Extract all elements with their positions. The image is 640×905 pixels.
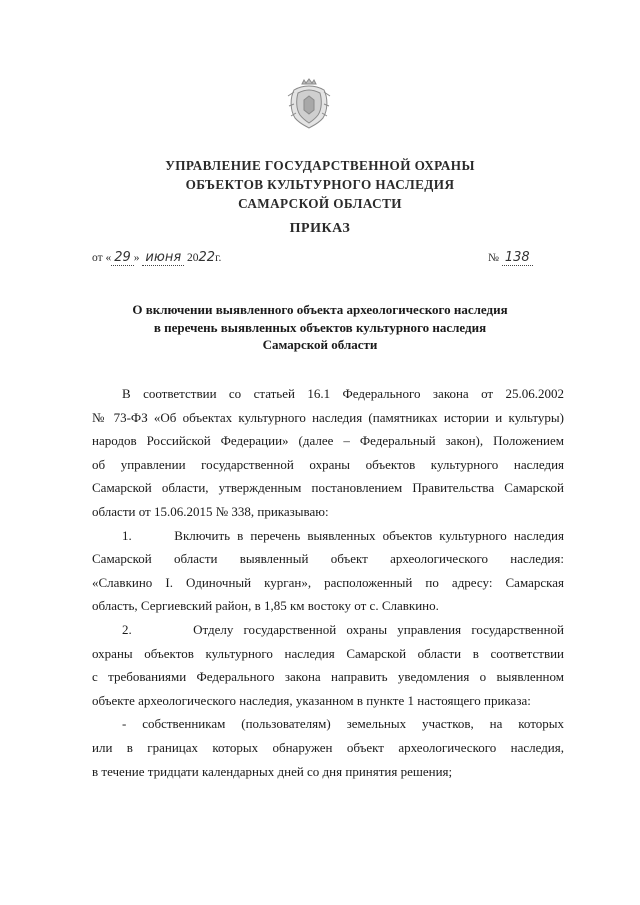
text-line: объекте археологического наследия, указанном в пункте 1 настоящего приказа: [92,692,531,708]
date-year-prefix: 20 [187,252,199,264]
text-line: В соответствии со статьей 16.1 Федерального закона от 25.06.2002 [122,386,564,401]
subject-line-1: О включении выявленного объекта археологического наследия [132,302,508,317]
date-year-end: г. [215,252,222,264]
text-line: область, Сергиевский район, в 1,85 км востоку от с. Славкино. [92,598,439,614]
organization-name [0,156,640,213]
date-day-close: » [133,252,140,264]
text-line: «Славкино I. Одиночный курган», расположенный по адресу: Самарская [92,574,564,590]
text-line: - собственникам (пользователям) земельных участков, на которых [122,716,564,732]
document-type-title: ПРИКАЗ [289,221,351,236]
order-body [92,382,564,783]
bullet-1-paragraph [92,712,564,783]
item-2-paragraph [92,618,564,712]
date-prefix: от « [92,252,112,264]
order-number [488,250,533,265]
text-line: Самарской области выявленный объект археологического наследия: [92,551,564,567]
org-line-1: УПРАВЛЕНИЕ ГОСУДАРСТВЕННОЙ ОХРАНЫ [165,158,475,173]
org-line-3: САМАРСКОЙ ОБЛАСТИ [238,196,402,211]
text-line: в течение тридцати календарных дней со дня принятия решения; [92,763,453,779]
text-line: с требованиями Федерального закона направить уведомления о выявленном [92,669,564,685]
date-day: 29 [111,250,134,266]
text-line: № 73-ФЗ «Об объектах культурного наследия (памятниках истории и культуры) [92,409,564,425]
subject-line-3: Самарской области [262,337,378,352]
order-date [92,250,221,265]
date-year-suffix: 22 [198,250,216,265]
coat-of-arms-emblem [286,78,332,130]
order-subject [0,301,640,354]
text-line: области от 15.06.2015 № 338, приказываю: [92,503,329,519]
text-line: народов Российской Федерации» (далее – Федеральный закон), Положением [92,433,564,449]
text-line: об управлении государственной охраны объектов культурного наследия [92,456,564,472]
text-line: охраны объектов культурного наследия Самарской области в соответствии [92,645,564,661]
intro-paragraph [92,382,564,524]
text-line: 1. Включить в перечень выявленных объектов культурного наследия [122,527,564,543]
text-line: 2. Отделу государственной охраны управления государственной [122,621,564,637]
date-month: июня [142,250,184,266]
org-line-2: ОБЪЕКТОВ КУЛЬТУРНОГО НАСЛЕДИЯ [185,177,455,192]
number-value: 138 [502,250,533,266]
item-1-paragraph [92,524,564,618]
text-line: Самарской области, утвержденным постановлением Правительства Самарской [92,480,564,496]
subject-line-2: в перечень выявленных объектов культурного наследия [153,319,487,335]
text-line: или в границах которых обнаружен объект археологического наследия, [92,739,564,755]
number-prefix: № [488,252,499,264]
